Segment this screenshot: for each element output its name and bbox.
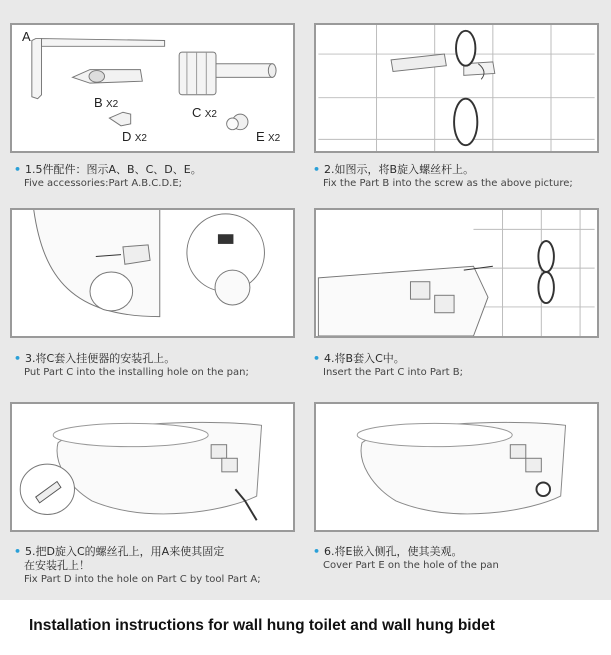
- wall-screw-illustration: [316, 25, 597, 151]
- bullet-icon: •: [14, 163, 22, 176]
- panel-step-5: [10, 402, 295, 532]
- step-6-caption: • 6.将E嵌入侧孔，使其美观。 Cover Part E on the hole of the pan: [313, 545, 499, 571]
- step-5-caption: • 5.把D旋入C的螺丝孔上，用A来使其固定 在安装孔上！ Fix Part D into the hole on Part C by tool Part A;: [14, 545, 261, 585]
- bullet-icon: •: [313, 352, 321, 365]
- cover-cap-illustration: [316, 404, 597, 530]
- panel-parts: [10, 23, 295, 153]
- part-c-label: C X2: [192, 105, 217, 120]
- fix-screw-illustration: [12, 404, 293, 530]
- panel-step-2: [314, 23, 599, 153]
- page-footer-title: Installation instructions for wall hung toilet and wall hung bidet: [29, 617, 495, 634]
- panel-step-6: [314, 402, 599, 532]
- bullet-icon: •: [313, 163, 321, 176]
- step-1-caption: • 1.5件配件：图示A、B、C、D、E。 Five accessories:Part A.B.C.D.E;: [14, 163, 202, 189]
- parts-illustration: [12, 25, 293, 151]
- bullet-icon: •: [313, 545, 321, 558]
- bullet-icon: •: [14, 545, 22, 558]
- pan-hole-illustration: [12, 210, 293, 336]
- bullet-icon: •: [14, 352, 22, 365]
- part-e-label: E X2: [256, 129, 281, 144]
- insert-bracket-illustration: [316, 210, 597, 336]
- part-b-label: B X2: [94, 95, 119, 110]
- part-d-label: D X2: [122, 129, 147, 144]
- part-a-label: A: [22, 29, 31, 44]
- panel-step-4: [314, 208, 599, 338]
- panel-step-3: [10, 208, 295, 338]
- step-4-caption: • 4.将B套入C中。 Insert the Part C into Part B;: [313, 352, 464, 378]
- step-2-caption: • 2.如图示，将B旋入螺丝杆上。 Fix the Part B into the screw as the above picture;: [313, 163, 573, 189]
- step-3-caption: • 3.将C套入挂便器的安装孔上。 Put Part C into the installing hole on the pan;: [14, 352, 249, 378]
